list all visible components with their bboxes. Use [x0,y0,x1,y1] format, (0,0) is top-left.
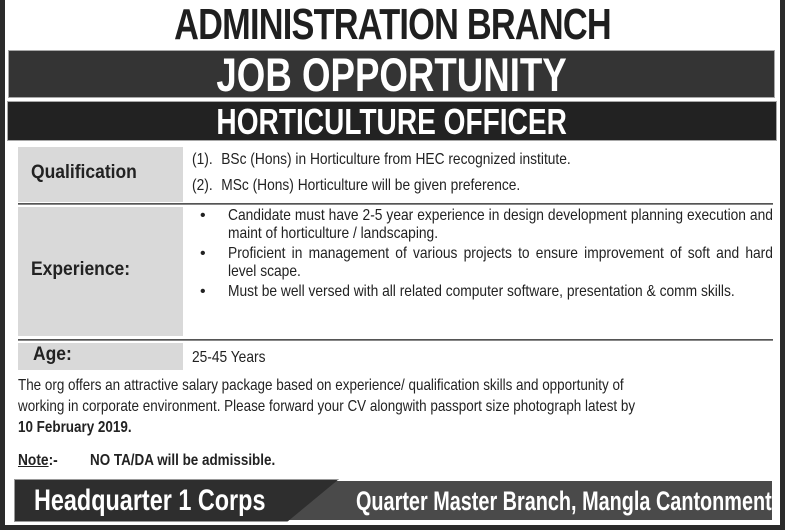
experience-item [192,245,773,281]
qualification-item [192,147,773,173]
qualification-item [192,173,773,199]
branch-location: Quarter Master Branch, Mangla Cantonment [356,486,772,516]
experience-item-text: Proficient in management of various projects to ensure improvement of soft and hard level scape. [228,245,773,280]
job-advertisement [5,0,780,525]
item-text: BSc (Hons) in Horticulture from HEC recognized institute. [221,151,571,168]
experience-item [192,283,773,301]
footer [14,479,774,522]
age-label [18,343,183,370]
experience-section [18,207,773,338]
experience-list [192,207,773,303]
experience-label [18,207,183,336]
headquarter-name: Headquarter 1 Corps [34,484,266,517]
qualification-list [192,147,773,199]
department-title: ADMINISTRATION BRANCH [174,0,611,49]
qualification-label [18,147,183,202]
job-opportunity-banner [8,48,775,101]
bullet-icon: • [200,245,206,262]
item-number: (2). [192,177,213,194]
age-value [192,343,773,373]
position-title: HORTICULTURE OFFICER [216,101,568,142]
age-value-text: 25-45 Years [192,349,266,366]
experience-item [192,207,773,243]
application-deadline: 10 February 2019. [18,419,132,436]
bullet-icon: • [200,207,206,224]
note-label-suffix: :- [48,452,58,469]
age-label-text: Age: [33,344,72,365]
qualification-section [18,147,773,203]
item-number: (1). [192,151,213,168]
note-label-text: Note [18,452,49,469]
item-text: MSc (Hons) Horticulture will be given preference. [221,177,521,194]
description-line: working in corporate environment. Please forward your CV alongwith passport size photograph latest by [18,398,636,415]
note-text: NO TA/DA will be admissible. [90,452,276,469]
qualification-label-text: Qualification [31,162,137,183]
qualification-item-text [192,173,520,199]
bullet-icon: • [200,283,206,300]
banner-text: JOB OPPORTUNITY [216,48,567,101]
divider [18,339,773,341]
experience-item-text: Must be well versed with all related computer software, presentation & comm skills. [228,283,735,300]
note-label [18,450,76,471]
description-line: The org offers an attractive salary package based on experience/ qualification skills and opportunity of [18,377,624,394]
age-section [18,343,773,371]
divider [18,203,773,205]
note [18,450,311,471]
experience-item-text: Candidate must have 2-5 year experience in design development planning execution and maint of horticulture / landscaping. [228,207,773,242]
experience-label-text: Experience: [31,259,131,280]
qualification-item-text [192,147,571,173]
position-banner [7,101,777,141]
description-paragraph [18,375,778,438]
